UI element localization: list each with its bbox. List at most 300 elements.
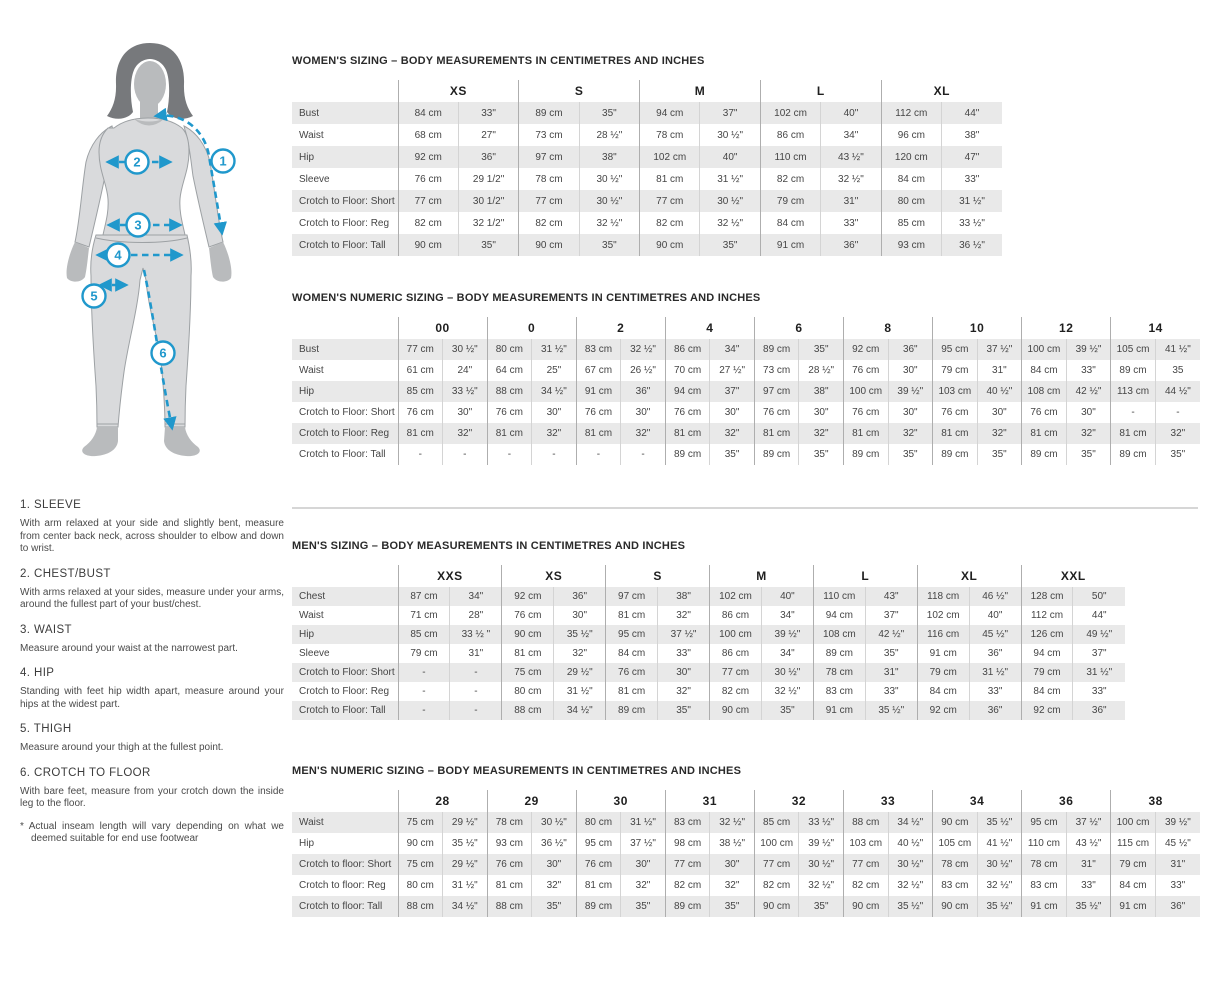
inch-value-cell: 35" <box>579 102 639 124</box>
callout-number: 1 <box>219 153 227 169</box>
callout-number: 5 <box>90 288 98 304</box>
cm-value-cell: 94 cm <box>665 381 710 402</box>
inch-value-cell: 30" <box>977 402 1022 423</box>
inch-value-cell: 24" <box>443 360 488 381</box>
table-row <box>292 663 1125 682</box>
inch-value-cell: 38" <box>658 587 710 606</box>
callout-number: 2 <box>133 154 141 170</box>
cm-value-cell: 91 cm <box>917 644 969 663</box>
inch-value-cell: 33" <box>969 682 1021 701</box>
inch-value-cell: 34" <box>761 606 813 625</box>
inch-value-cell: 29 ½" <box>554 663 606 682</box>
cm-value-cell: 84 cm <box>606 644 658 663</box>
inch-value-cell: 32" <box>977 423 1022 444</box>
cm-value-cell: 97 cm <box>754 381 799 402</box>
inch-value-cell: 32 ½" <box>888 875 933 896</box>
inch-value-cell: 37 ½" <box>977 339 1022 360</box>
inch-value-cell: 33" <box>1066 360 1111 381</box>
cm-value-cell: 77 cm <box>519 190 579 212</box>
row-label: Sleeve <box>299 173 330 185</box>
inch-value-cell: 30" <box>658 663 710 682</box>
cm-value-cell: 82 cm <box>843 875 888 896</box>
left-hand <box>67 242 89 282</box>
table-row <box>292 146 1002 168</box>
cm-value-cell: 92 cm <box>502 587 554 606</box>
cm-value-cell: 102 cm <box>760 102 820 124</box>
inch-value-cell: 30 ½" <box>700 124 760 146</box>
table-row <box>292 854 1200 875</box>
inch-value-cell: 49 ½" <box>1073 625 1125 644</box>
inch-value-cell: 29 ½" <box>443 854 488 875</box>
header-row <box>292 790 1200 812</box>
cm-value-cell: 91 cm <box>1022 896 1067 917</box>
guide-item-description: With bare feet, measure from your crotch down the inside leg to the floor. <box>20 785 284 809</box>
cm-value-cell: 90 cm <box>754 896 799 917</box>
inch-value-cell: 32" <box>710 423 755 444</box>
callout-1-sleeve <box>212 150 235 173</box>
cm-value-cell: 81 cm <box>487 875 532 896</box>
inch-value-cell: 34 ½" <box>532 381 577 402</box>
size-column-header: L <box>813 565 917 587</box>
cm-value-cell: 76 cm <box>933 402 978 423</box>
cm-value-cell: 115 cm <box>1111 833 1156 854</box>
cm-value-cell: 100 cm <box>1022 339 1067 360</box>
table-row <box>292 587 1125 606</box>
inch-value-cell: 30 ½" <box>579 190 639 212</box>
inch-value-cell: 30 ½" <box>532 812 577 833</box>
inch-value-cell: - <box>621 444 666 465</box>
cm-value-cell: 110 cm <box>760 146 820 168</box>
inch-value-cell: 32" <box>799 423 844 444</box>
inch-value-cell: 45 ½" <box>1155 833 1200 854</box>
mens-sizing-title: MEN'S SIZING – BODY MEASUREMENTS IN CENTIMETRES AND INCHES <box>292 540 686 552</box>
cm-value-cell: 92 cm <box>843 339 888 360</box>
cm-value-cell: 100 cm <box>754 833 799 854</box>
cm-value-cell: 88 cm <box>398 896 443 917</box>
row-label: Crotch to floor: Short <box>299 859 392 870</box>
cm-value-cell: 76 cm <box>843 360 888 381</box>
cm-value-cell: 90 cm <box>710 701 762 720</box>
inch-value-cell: 33" <box>1066 875 1111 896</box>
size-column-header: M <box>710 565 814 587</box>
cm-value-cell: 76 cm <box>398 402 443 423</box>
inch-value-cell: 35" <box>865 644 917 663</box>
table-row <box>292 423 1200 444</box>
inch-value-cell: 35" <box>1066 444 1111 465</box>
cm-value-cell: 76 cm <box>606 663 658 682</box>
cm-value-cell: 98 cm <box>665 833 710 854</box>
cm-value-cell: 90 cm <box>933 812 978 833</box>
cm-value-cell: 85 cm <box>881 212 941 234</box>
cm-value-cell: 77 cm <box>843 854 888 875</box>
inch-value-cell: 31 ½" <box>554 682 606 701</box>
cm-value-cell: 76 cm <box>502 606 554 625</box>
body-measurement-figure <box>60 28 290 468</box>
cm-value-cell: 100 cm <box>843 381 888 402</box>
inch-value-cell: 32" <box>658 606 710 625</box>
inch-value-cell: 32" <box>710 875 755 896</box>
inch-value-cell: 37 ½" <box>1066 812 1111 833</box>
cm-value-cell: 90 cm <box>933 896 978 917</box>
cm-value-cell: 108 cm <box>1022 381 1067 402</box>
inch-value-cell: 36" <box>621 381 666 402</box>
cm-value-cell: - <box>398 701 450 720</box>
cm-value-cell: 80 cm <box>576 812 621 833</box>
inch-value-cell: 35 ½" <box>977 896 1022 917</box>
size-column-header: 6 <box>754 317 843 339</box>
size-column-header: XXL <box>1021 565 1125 587</box>
inch-value-cell: 31 ½" <box>942 190 1002 212</box>
cm-value-cell: 93 cm <box>487 833 532 854</box>
inch-value-cell: 40 ½" <box>888 833 933 854</box>
face <box>134 61 166 107</box>
right-arm <box>184 126 223 247</box>
cm-value-cell: 76 cm <box>843 402 888 423</box>
inch-value-cell: 38" <box>579 146 639 168</box>
inch-value-cell: 32 ½" <box>621 339 666 360</box>
inch-value-cell: 35" <box>579 234 639 256</box>
inch-value-cell: 29 ½" <box>443 812 488 833</box>
inch-value-cell: 35" <box>658 701 710 720</box>
cm-value-cell: 91 cm <box>760 234 820 256</box>
cm-value-cell: 76 cm <box>487 854 532 875</box>
row-label: Crotch to floor: Reg <box>299 880 386 891</box>
inch-value-cell: 36" <box>821 234 881 256</box>
inch-value-cell: - <box>443 444 488 465</box>
inch-value-cell: 35" <box>700 234 760 256</box>
inch-value-cell: 32" <box>1155 423 1200 444</box>
cm-value-cell: 89 cm <box>813 644 865 663</box>
inch-value-cell: 35" <box>710 444 755 465</box>
inch-value-cell: 43 ½" <box>821 146 881 168</box>
table-row <box>292 234 1002 256</box>
cm-value-cell: 80 cm <box>487 339 532 360</box>
inch-value-cell: 30" <box>621 402 666 423</box>
cm-value-cell: 116 cm <box>917 625 969 644</box>
inch-value-cell: 43" <box>865 587 917 606</box>
table-row <box>292 896 1200 917</box>
inch-value-cell: 43 ½" <box>1066 833 1111 854</box>
inch-value-cell: 36 ½" <box>942 234 1002 256</box>
size-column-header: 33 <box>843 790 932 812</box>
cm-value-cell: 110 cm <box>1022 833 1067 854</box>
cm-value-cell: 81 cm <box>576 423 621 444</box>
inch-value-cell: 31" <box>865 663 917 682</box>
corner-cell <box>292 565 398 587</box>
table-row <box>292 402 1200 423</box>
cm-value-cell: 78 cm <box>487 812 532 833</box>
inch-value-cell: 36 ½" <box>532 833 577 854</box>
cm-value-cell: 97 cm <box>519 146 579 168</box>
inch-value-cell: 35" <box>977 444 1022 465</box>
guide-item-title: 3. WAIST <box>20 623 72 636</box>
callout-4-hip <box>107 244 130 267</box>
cm-value-cell: 90 cm <box>640 234 700 256</box>
cm-value-cell: 89 cm <box>665 896 710 917</box>
cm-value-cell: 86 cm <box>665 339 710 360</box>
cm-value-cell: 78 cm <box>813 663 865 682</box>
inch-value-cell: 37" <box>865 606 917 625</box>
mens-sizing-section <box>292 540 1125 720</box>
inch-value-cell: - <box>450 682 502 701</box>
inch-value-cell: 32" <box>658 682 710 701</box>
size-column-header: 00 <box>398 317 487 339</box>
womens-sizing-title: WOMEN'S SIZING – BODY MEASUREMENTS IN CENTIMETRES AND INCHES <box>292 55 705 67</box>
cm-value-cell: 76 cm <box>576 402 621 423</box>
cm-value-cell: 85 cm <box>398 381 443 402</box>
cm-value-cell: 103 cm <box>843 833 888 854</box>
inch-value-cell: 30 ½" <box>799 854 844 875</box>
body-silhouette <box>67 43 232 456</box>
cm-value-cell: 97 cm <box>606 587 658 606</box>
cm-value-cell: 79 cm <box>917 663 969 682</box>
table-row <box>292 212 1002 234</box>
cm-value-cell: 84 cm <box>1111 875 1156 896</box>
cm-value-cell: 81 cm <box>665 423 710 444</box>
cm-value-cell: 103 cm <box>933 381 978 402</box>
cm-value-cell: 118 cm <box>917 587 969 606</box>
inch-value-cell: 37 ½" <box>621 833 666 854</box>
inch-value-cell: 35" <box>799 444 844 465</box>
cm-value-cell: 90 cm <box>843 896 888 917</box>
cm-value-cell: 126 cm <box>1021 625 1073 644</box>
inch-value-cell: 27" <box>458 124 518 146</box>
guide-item-title: 1. SLEEVE <box>20 499 82 511</box>
inch-value-cell: - <box>450 663 502 682</box>
inch-value-cell: 32" <box>621 875 666 896</box>
inch-value-cell: - <box>1155 402 1200 423</box>
inch-value-cell: 44" <box>1073 606 1125 625</box>
cm-value-cell: 61 cm <box>398 360 443 381</box>
inch-value-cell: 32" <box>443 423 488 444</box>
cm-value-cell: 77 cm <box>398 339 443 360</box>
section-divider <box>292 507 1198 509</box>
guide-item-title: 2. CHEST/BUST <box>20 567 111 580</box>
cm-value-cell: 82 cm <box>519 212 579 234</box>
inch-value-cell: 32" <box>621 423 666 444</box>
callout-number: 3 <box>134 217 142 233</box>
size-column-header: 32 <box>754 790 843 812</box>
row-label: Crotch to Floor: Short <box>299 407 395 418</box>
cm-value-cell: 88 cm <box>487 896 532 917</box>
inch-value-cell: 30" <box>532 854 577 875</box>
inch-value-cell: 30" <box>710 402 755 423</box>
table-row <box>292 124 1002 146</box>
table-row <box>292 701 1125 720</box>
size-column-header: 14 <box>1111 317 1200 339</box>
guide-item-title: 5. THIGH <box>20 723 72 735</box>
cm-value-cell: 73 cm <box>519 124 579 146</box>
row-label: Crotch to Floor: Reg <box>299 428 390 439</box>
inch-value-cell: 35" <box>458 234 518 256</box>
inch-value-cell: 41 ½" <box>977 833 1022 854</box>
inch-value-cell: 36" <box>554 587 606 606</box>
size-column-header: 8 <box>843 317 932 339</box>
inch-value-cell: 36" <box>1073 701 1125 720</box>
inch-value-cell: 36" <box>888 339 933 360</box>
inch-value-cell: 31 ½" <box>532 339 577 360</box>
cm-value-cell: 102 cm <box>710 587 762 606</box>
guide-item-title: 6. CROTCH TO FLOOR <box>20 766 151 779</box>
table-row <box>292 381 1200 402</box>
inch-value-cell: 30 ½" <box>443 339 488 360</box>
womens-numeric-sizing-section <box>292 292 1200 465</box>
cm-value-cell: 95 cm <box>1022 812 1067 833</box>
cm-value-cell: 80 cm <box>881 190 941 212</box>
inch-value-cell: 30 ½" <box>977 854 1022 875</box>
womens-numeric-sizing-table <box>292 317 1200 465</box>
cm-value-cell: 95 cm <box>606 625 658 644</box>
row-label: Crotch to Floor: Short <box>299 195 395 207</box>
inch-value-cell: 32" <box>888 423 933 444</box>
callout-number: 6 <box>159 345 167 361</box>
table-row <box>292 360 1200 381</box>
size-column-header: S <box>606 565 710 587</box>
inch-value-cell: 30" <box>532 402 577 423</box>
inch-value-cell: 29 1/2" <box>458 168 518 190</box>
cm-value-cell: 82 cm <box>640 212 700 234</box>
inch-value-cell: 32" <box>1066 423 1111 444</box>
cm-value-cell: 75 cm <box>398 854 443 875</box>
corner-cell <box>292 80 398 102</box>
cm-value-cell: 89 cm <box>576 896 621 917</box>
cm-value-cell: 68 cm <box>398 124 458 146</box>
inch-value-cell: 44 ½" <box>1155 381 1200 402</box>
size-column-header: L <box>760 80 881 102</box>
cm-value-cell: 81 cm <box>754 423 799 444</box>
size-column-header: 12 <box>1022 317 1111 339</box>
inch-value-cell: 35 ½" <box>554 625 606 644</box>
inch-value-cell: 31" <box>450 644 502 663</box>
inch-value-cell: 35" <box>1155 444 1200 465</box>
right-hand <box>209 242 231 282</box>
cm-value-cell: 88 cm <box>487 381 532 402</box>
inch-value-cell: 37" <box>700 102 760 124</box>
cm-value-cell: 81 cm <box>398 423 443 444</box>
row-label: Bust <box>299 344 320 355</box>
size-column-header: 31 <box>665 790 754 812</box>
mens-numeric-sizing-table <box>292 790 1200 917</box>
cm-value-cell: 128 cm <box>1021 587 1073 606</box>
row-label: Hip <box>299 629 315 640</box>
cm-value-cell: 102 cm <box>640 146 700 168</box>
size-column-header: 30 <box>576 790 665 812</box>
callout-number: 4 <box>114 247 122 263</box>
table-row <box>292 812 1200 833</box>
inch-value-cell: 32 ½" <box>710 812 755 833</box>
row-label: Waist <box>299 129 324 141</box>
cm-value-cell: 90 cm <box>398 833 443 854</box>
table-row <box>292 444 1200 465</box>
cm-value-cell: 81 cm <box>606 682 658 701</box>
guide-item-title: 4. HIP <box>20 667 55 679</box>
cm-value-cell: 76 cm <box>576 854 621 875</box>
cm-value-cell: 75 cm <box>502 663 554 682</box>
cm-value-cell: 84 cm <box>398 102 458 124</box>
cm-value-cell: 89 cm <box>933 444 978 465</box>
row-label: Hip <box>299 151 315 163</box>
cm-value-cell: 80 cm <box>502 682 554 701</box>
measurement-guide <box>20 487 284 846</box>
inch-value-cell: 35" <box>710 896 755 917</box>
cm-value-cell: 78 cm <box>1022 854 1067 875</box>
cm-value-cell: 89 cm <box>1111 444 1156 465</box>
inch-value-cell: 40" <box>969 606 1021 625</box>
inch-value-cell: 34" <box>821 124 881 146</box>
inch-value-cell: 38" <box>799 381 844 402</box>
inch-value-cell: - <box>532 444 577 465</box>
cm-value-cell: 67 cm <box>576 360 621 381</box>
cm-value-cell: 76 cm <box>665 402 710 423</box>
inch-value-cell: 35" <box>799 339 844 360</box>
cm-value-cell: 77 cm <box>640 190 700 212</box>
inch-value-cell: 33 ½" <box>443 381 488 402</box>
size-column-header: 34 <box>933 790 1022 812</box>
cm-value-cell: - <box>398 663 450 682</box>
row-label: Crotch to Floor: Tall <box>299 239 386 251</box>
cm-value-cell: - <box>576 444 621 465</box>
inch-value-cell: 40" <box>761 587 813 606</box>
cm-value-cell: 78 cm <box>933 854 978 875</box>
inch-value-cell: 50" <box>1073 587 1125 606</box>
inch-value-cell: 33" <box>458 102 518 124</box>
cm-value-cell: 89 cm <box>754 339 799 360</box>
inch-value-cell: 33" <box>865 682 917 701</box>
inch-value-cell: 33" <box>1073 682 1125 701</box>
table-row <box>292 168 1002 190</box>
cm-value-cell: 83 cm <box>665 812 710 833</box>
row-label: Waist <box>299 610 324 621</box>
cm-value-cell: 84 cm <box>760 212 820 234</box>
cm-value-cell: 77 cm <box>398 190 458 212</box>
cm-value-cell: 77 cm <box>665 854 710 875</box>
inch-value-cell: 35" <box>532 896 577 917</box>
row-label: Chest <box>299 591 326 602</box>
inch-value-cell: 32 ½" <box>821 168 881 190</box>
size-column-header: M <box>640 80 761 102</box>
size-column-header: S <box>519 80 640 102</box>
cm-value-cell: 89 cm <box>1022 444 1067 465</box>
cm-value-cell: 92 cm <box>1021 701 1073 720</box>
mens-numeric-sizing-section <box>292 765 1200 917</box>
cm-value-cell: 83 cm <box>1022 875 1067 896</box>
guide-item-description: Standing with feet hip width apart, measure around your hips at the widest part. <box>20 686 284 710</box>
inch-value-cell: 30" <box>710 854 755 875</box>
row-label: Waist <box>299 817 324 828</box>
cm-value-cell: - <box>487 444 532 465</box>
inch-value-cell: 25" <box>532 360 577 381</box>
cm-value-cell: 94 cm <box>813 606 865 625</box>
cm-value-cell: 102 cm <box>917 606 969 625</box>
callout-6-crotch-to-floor <box>152 342 175 365</box>
inch-value-cell: 31" <box>1066 854 1111 875</box>
mens-numeric-sizing-title: MEN'S NUMERIC SIZING – BODY MEASUREMENTS IN CENTIMETRES AND INCHES <box>292 765 742 777</box>
inch-value-cell: 36" <box>969 701 1021 720</box>
inch-value-cell: 34 ½" <box>888 812 933 833</box>
size-column-header: XL <box>917 565 1021 587</box>
cm-value-cell: 105 cm <box>933 833 978 854</box>
cm-value-cell: 100 cm <box>1111 812 1156 833</box>
cm-value-cell: 110 cm <box>813 587 865 606</box>
inch-value-cell: 32 ½" <box>579 212 639 234</box>
inch-value-cell: 39 ½" <box>761 625 813 644</box>
cm-value-cell: 86 cm <box>710 606 762 625</box>
cm-value-cell: 90 cm <box>502 625 554 644</box>
inch-value-cell: 31 ½" <box>700 168 760 190</box>
cm-value-cell: - <box>398 444 443 465</box>
cm-value-cell: 81 cm <box>1111 423 1156 444</box>
guide-item-description: Measure around your thigh at the fullest point. <box>20 742 224 753</box>
